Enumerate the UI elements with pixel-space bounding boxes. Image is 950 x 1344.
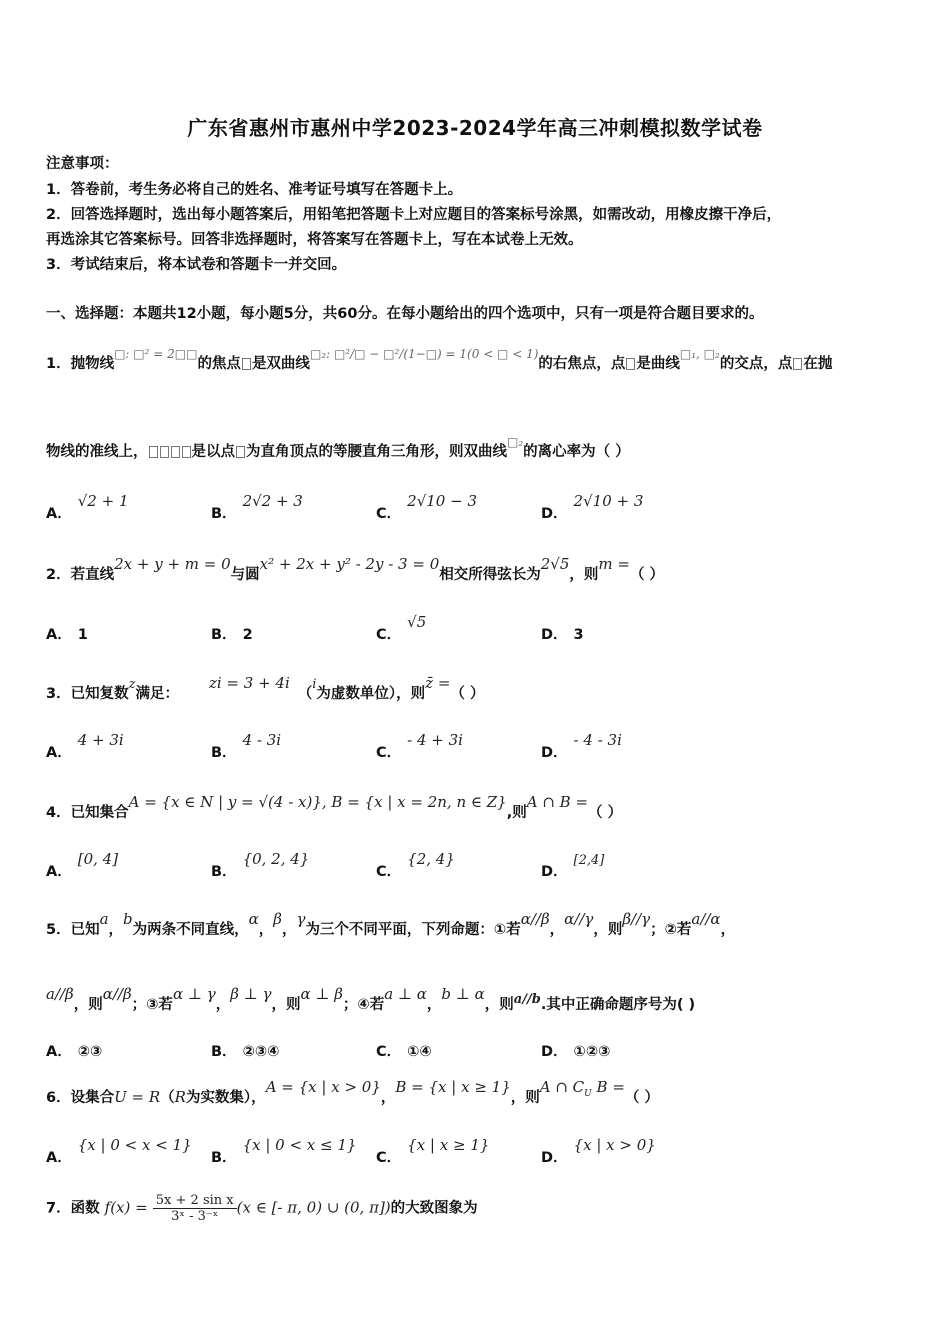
q3-equation: zi = 3 + 4i (208, 674, 290, 692)
q6-set-b: B = {x | x ≥ 1} (395, 1078, 511, 1096)
q4-option-c[interactable]: C．{2, 4} (376, 850, 455, 880)
section-heading: 一、选择题：本题共12小题，每小题5分，共60分。在每小题给出的四个选项中，只有一项是符合题目要求的。 (46, 306, 764, 322)
q5-option-d[interactable]: D． ①②③ (541, 1044, 611, 1060)
q7-fraction: $\frac{\text{5x + 2 sin x}}{\text{3ˣ - 3⁻ˣ}}$ (153, 1193, 237, 1224)
q1-parabola-formula: □: □² = 2□□ (114, 347, 198, 361)
placeholder-box-icon (149, 446, 158, 458)
q1-option-b[interactable]: B．2√2 + 3 (211, 492, 303, 522)
q5-option-b[interactable]: B． ②③④ (211, 1044, 280, 1060)
q2-option-d[interactable]: D． 3 (541, 627, 584, 643)
q3-option-b[interactable]: B．4 - 3i (211, 731, 282, 761)
q1-option-d[interactable]: D．2√10 + 3 (541, 492, 644, 522)
notice-heading: 注意事项： (46, 156, 119, 172)
question-5-line-1: 5．已知a，b为两条不同直线，α，β，γ为三个不同平面，下列命题：①若α//β，α//γ，则β//γ；②若a//α， (46, 910, 736, 938)
q1-option-a[interactable]: A．√2 + 1 (46, 492, 129, 522)
q2-line-eq: 2x + y + m = 0 (114, 555, 231, 573)
notice-item-3: 3．考试结束后，将本试卷和答题卡一并交回。 (46, 257, 347, 273)
q4-intersection: A ∩ B = (526, 793, 589, 811)
q2-option-b[interactable]: B． 2 (211, 627, 253, 643)
q7-domain: (x ∈ [- π, 0) ∪ (0, π]) (236, 1198, 391, 1217)
placeholder-box-icon (242, 358, 251, 370)
notice-item-1: 1．答卷前，考生务必将自己的姓名、准考证号填写在答题卡上。 (46, 182, 463, 198)
q6-set-a: A = {x | x > 0} (265, 1078, 381, 1096)
q4-sets: A = {x ∈ N | y = √(4 - x)}, B = {x | x = 2n, n ∈ Z} (128, 793, 507, 811)
q6-option-b[interactable]: B．{x | 0 < x ≤ 1} (211, 1136, 357, 1166)
q2-chord-length: 2√5 (540, 555, 570, 573)
q6-option-a[interactable]: A．{x | 0 < x < 1} (46, 1136, 192, 1166)
q4-option-d[interactable]: D．[2,4] (541, 853, 605, 880)
question-2: 2．若直线2x + y + m = 0与圆x² + 2x + y² - 2y - 3 = 0相交所得弦长为2√5，则m =（ ） (46, 555, 665, 583)
q1-curves: □₁, □₂ (679, 347, 720, 361)
q1-hyperbola-name: □₂ (507, 435, 524, 449)
q2-circle-eq: x² + 2x + y² - 2y - 3 = 0 (259, 555, 440, 573)
notice-item-2: 2．回答选择题时，选出每小题答案后，用铅笔把答题卡上对应题目的答案标号涂黑，如需改动，用橡皮擦干净后， (46, 207, 782, 223)
question-6: 6．设集合U = R（R为实数集），A = {x | x > 0}，B = {x | x ≥ 1}，则A ∩ $C_U$ B =（ ） (46, 1078, 659, 1106)
q5-option-a[interactable]: A． ②③ (46, 1044, 103, 1060)
q6-option-d[interactable]: D．{x | x > 0} (541, 1136, 656, 1166)
q1-option-c[interactable]: C．2√10 − 3 (376, 492, 477, 522)
q6-universal-set: U = R (114, 1088, 161, 1106)
placeholder-box-icon (171, 446, 180, 458)
q4-option-a[interactable]: A．[0, 4] (46, 850, 119, 880)
placeholder-box-icon (236, 446, 245, 458)
placeholder-box-icon (160, 446, 169, 458)
q7-function-name: f(x) = (104, 1198, 148, 1217)
q3-option-c[interactable]: C．- 4 + 3i (376, 731, 463, 761)
q3-option-d[interactable]: D．- 4 - 3i (541, 731, 622, 761)
q6-expression: A ∩ $C_U$ B = (539, 1078, 625, 1099)
q4-option-b[interactable]: B．{0, 2, 4} (211, 850, 310, 880)
placeholder-box-icon (626, 358, 635, 370)
q3-conjugate: z̄ = (425, 674, 451, 692)
q2-option-a[interactable]: A． 1 (46, 627, 88, 643)
q6-option-c[interactable]: C．{x | x ≥ 1} (376, 1136, 490, 1166)
question-4: 4．已知集合A = {x ∈ N | y = √(4 - x)}, B = {x | x = 2n, n ∈ Z},则A ∩ B =（ ） (46, 793, 623, 821)
placeholder-box-icon (793, 358, 802, 370)
page-title: 广东省惠州市惠州中学2023-2024学年高三冲刺模拟数学试卷 (187, 116, 763, 140)
q3-option-a[interactable]: A．4 + 3i (46, 731, 124, 761)
notice-item-2-cont: 再选涂其它答案标号。回答非选择题时，将答案写在答题卡上，写在本试卷上无效。 (46, 232, 583, 248)
question-7: 7．函数 f(x) = $\frac{\text{5x + 2 sin x}}{\text{3ˣ - 3⁻ˣ}}$ (x ∈ [- π, 0) ∪ (0, π])的大致图象为 (46, 1193, 478, 1224)
q2-m: m = (598, 555, 630, 573)
placeholder-box-icon (182, 446, 191, 458)
question-3: 3．已知复数z满足：zi = 3 + 4i（i为虚数单位），则z̄ =（ ） (46, 674, 485, 702)
q1-hyperbola-formula: □₂: □²/□ − □²/(1−□) = 1(0 < □ < 1) (309, 347, 539, 361)
q5-option-c[interactable]: C． ①④ (376, 1044, 432, 1060)
q2-option-c[interactable]: C．√5 (376, 613, 427, 643)
question-1-line-1: 1．抛物线$^{□: □^2 = 2□□}$的焦点 是双曲线$^{□_2: □^2/□ - □^2/(1-□) = 1(0 < □ < 1)}$的右焦点，点 是曲线$^{□_1, □_2}$的交点，点 在抛 (46, 347, 833, 372)
question-1-line-2: 物线的准线上， 是以点 为直角顶点的等腰直角三角形，则双曲线$^{□_2}$的离心率为（ ） (46, 435, 630, 460)
question-5-line-2: a//β，则α//β；③若α ⊥ γ，β ⊥ γ，则α ⊥ β；④若a ⊥ α，b ⊥ α，则a//b.其中正确命题序号为( ) (46, 985, 696, 1013)
